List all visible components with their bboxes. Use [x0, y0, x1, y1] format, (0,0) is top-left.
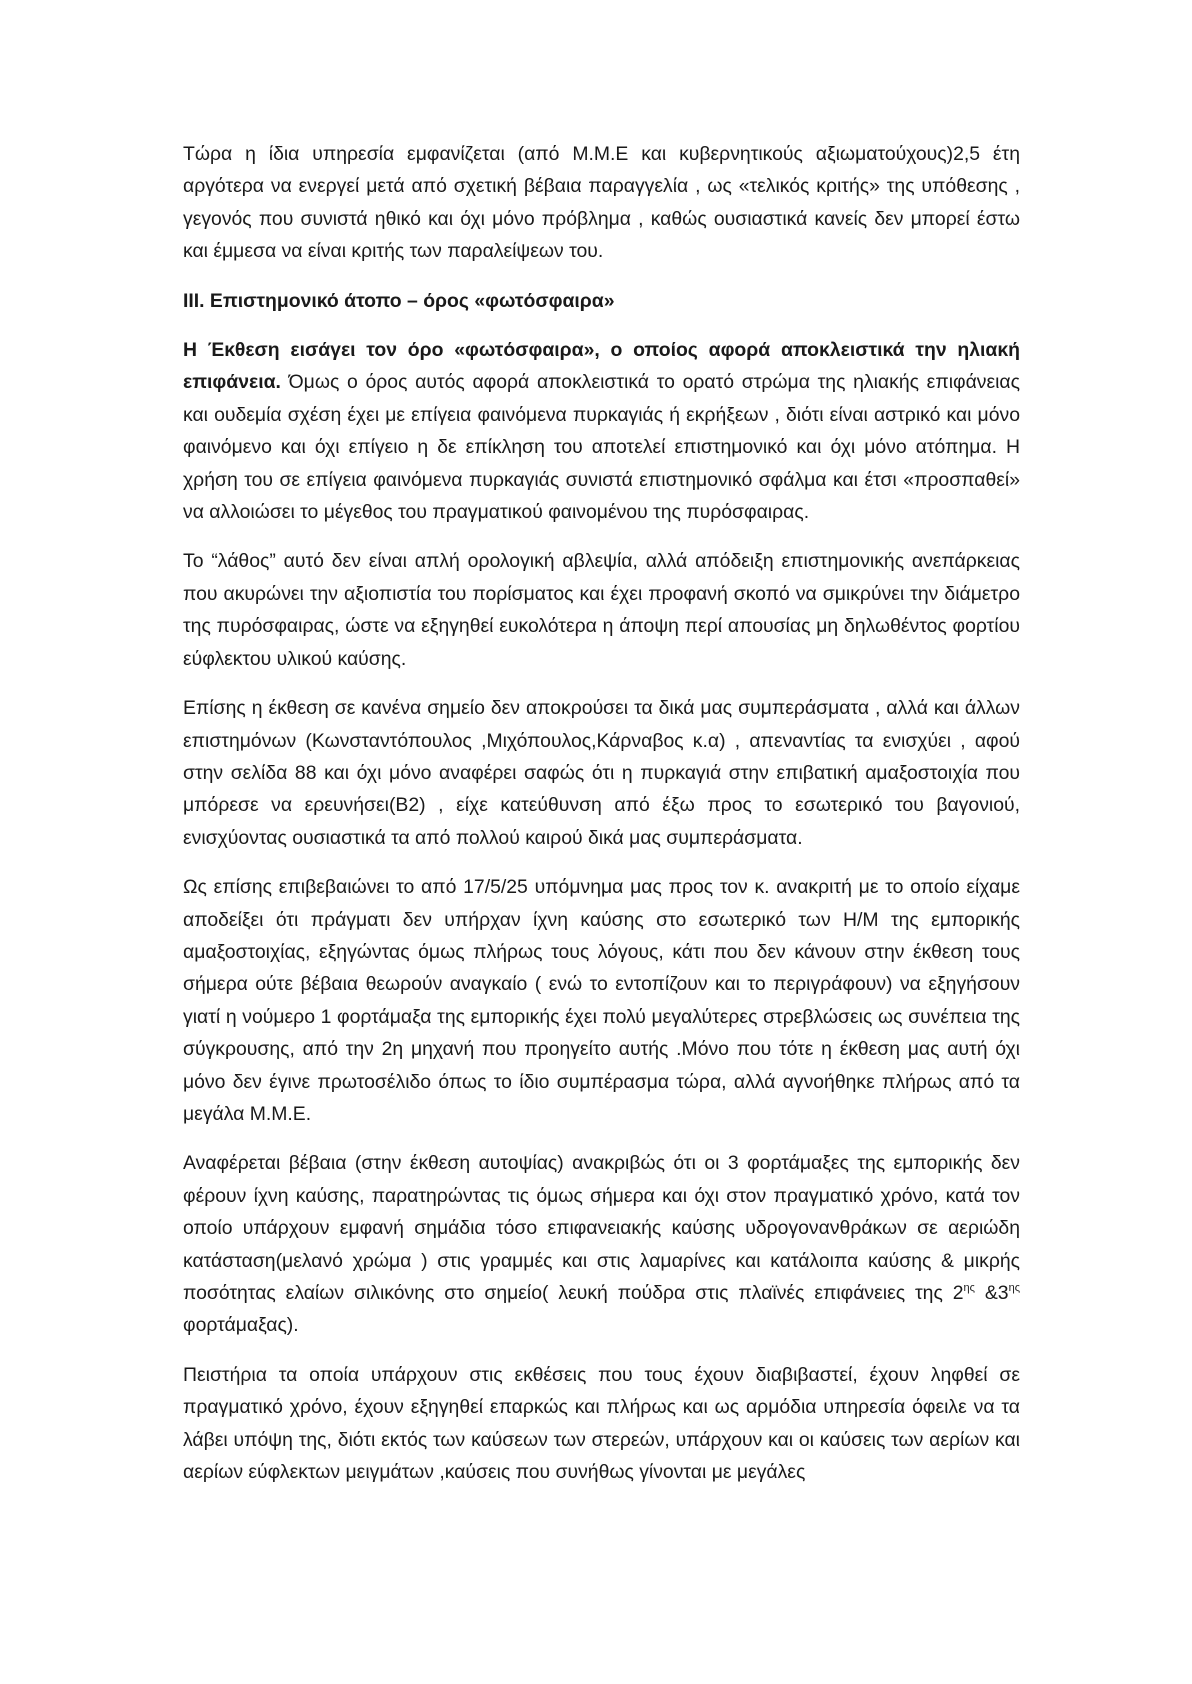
section-heading-3: ΙΙΙ. Επιστημονικό άτοπο – όρος «φωτόσφαιρα»	[183, 289, 615, 312]
paragraph-1: Τώρα η ίδια υπηρεσία εμφανίζεται (από Μ.Μ.Ε και κυβερνητικούς αξιωματούχους)2,5 έτη αργότερα να ενεργεί μετά από σχετική βέβαια παραγγελία , ως «τελικός κριτής» της υπόθεσης , γεγονός που συνιστά ηθικό και όχι μόνο πρόβλημα , καθώς ουσιαστικά κανείς δεν μπορεί έστω και έμμεσα να είναι κριτής των παραλείψεων του.	[183, 143, 1020, 263]
paragraph-6-end: φορτάμαξας).	[183, 1314, 299, 1337]
paragraph-6-mid: &3	[974, 1282, 1009, 1304]
paragraph-2-bold-lead: Η Έκθεση εισάγει τον όρο «φωτόσφαιρα», ο οποίος αφορά αποκλειστικά την ηλιακή επιφάνεια.	[183, 339, 1020, 394]
paragraph-3: Το “λάθος” αυτό δεν είναι απλή ορολογική αβλεψία, αλλά απόδειξη επιστημονικής ανεπάρκειας που ακυρώνει την αξιοπιστία του πορίσματος και έχει προφανή σκοπό να σμικρύνει την διάμετρο της πυρόσφαιρας, ώστε να εξηγηθεί ευκολότερα η άποψη περί απουσίας μη δηλωθέντος φορτίου εύφλεκτου υλικού καύσης.	[183, 550, 1020, 670]
paragraph-6	[183, 1147, 1020, 1341]
ordinal-superscript: ης	[963, 1282, 975, 1294]
paragraph-2-text: Όμως ο όρος αυτός αφορά αποκλειστικά το ορατό στρώμα της ηλιακής επιφάνειας και ουδεμία σχέση έχει με επίγεια φαινόμενα πυρκαγιάς ή εκρήξεων , διότι είναι αστρικό και μόνο φαινόμενο και όχι επίγειο η δε επίκληση του αποτελεί επιστημονικό και όχι μόνο ατόπημα. Η χρήση του σε επίγεια φαινόμενα πυρκαγιάς συνιστά επιστημονικό σφάλμα και έτσι «προσπαθεί» να αλλοιώσει το μέγεθος του πραγματικού φαινομένου της πυρόσφαιρας.	[183, 371, 1020, 524]
paragraph-2	[183, 334, 1020, 528]
ordinal-superscript: ης	[1008, 1282, 1021, 1294]
paragraph-5: Ως επίσης επιβεβαιώνει το από 17/5/25 υπόμνημα μας προς τον κ. ανακριτή με το οποίο είχαμε αποδείξει ότι πράγματι δεν υπήρχαν ίχνη καύσης στο εσωτερικό των Η/Μ της εμπορικής αμαξοστοιχίας, εξηγώντας όμως πλήρως τους λόγους, κάτι που δεν κάνουν στην έκθεση τους σήμερα ούτε βέβαια θεωρούν αναγκαίο ( ενώ το εντοπίζουν και το περιγράφουν) να εξηγήσουν γιατί η νούμερο 1 φορτάμαξα της εμπορικής έχει πολύ μεγαλύτερες στρεβλώσεις ως συνέπεια της σύγκρουσης, από την 2η μηχανή που προηγείτο αυτής .Μόνο που τότε η έκθεση μας αυτή όχι μόνο δεν έγινε πρωτοσέλιδο όπως το ίδιο συμπέρασμα τώρα, αλλά αγνοήθηκε πλήρως από τα μεγάλα Μ.Μ.Ε.	[183, 876, 1020, 1125]
paragraph-6-text: Αναφέρεται βέβαια (στην έκθεση αυτοψίας) ανακριβώς ότι οι 3 φορτάμαξες της εμπορικής δεν φέρουν ίχνη καύσης, παρατηρώντας τις όμως σήμερα και όχι στον πραγματικό χρόνο, κατά τον οποίο υπάρχουν εμφανή σημάδια τόσο επιφανειακής καύσης υδρογονανθράκων σε αεριώδη κατάσταση(μελανό χρώμα ) στις γραμμές και στις λαμαρίνες και κατάλοιπα καύσης & μικρής ποσότητας ελαίων σιλικόνης στο σημείο( λευκή πούδρα στις πλαϊνές επιφάνειες της 2	[183, 1152, 1020, 1304]
paragraph-4: Επίσης η έκθεση σε κανένα σημείο δεν αποκρούσει τα δικά μας συμπεράσματα , αλλά και άλλων επιστημόνων (Κωνσταντόπουλος ,Μιχόπουλος,Κάρναβος κ.α) , απεναντίας τα ενισχύει , αφού στην σελίδα 88 και όχι μόνο αναφέρει σαφώς ότι η πυρκαγιά στην επιβατική αμαξοστοιχία που μπόρεσε να ερευνήσει(Β2) , είχε κατεύθυνση από έξω προς το εσωτερικό του βαγονιού, ενισχύοντας ουσιαστικά τα από πολλού καιρού δικά μας συμπεράσματα.	[183, 697, 1020, 849]
paragraph-7: Πειστήρια τα οποία υπάρχουν στις εκθέσεις που τους έχουν διαβιβαστεί, έχουν ληφθεί σε πραγματικό χρόνο, έχουν εξηγηθεί επαρκώς και πλήρως και ως αρμόδια υπηρεσία όφειλε να τα λάβει υπόψη της, διότι εκτός των καύσεων των στερεών, υπάρχουν και οι καύσεις των αερίων και αερίων εύφλεκτων μειγμάτων ,καύσεις που συνήθως γίνονται με μεγάλες	[183, 1363, 1020, 1484]
document-page	[183, 138, 1020, 1505]
